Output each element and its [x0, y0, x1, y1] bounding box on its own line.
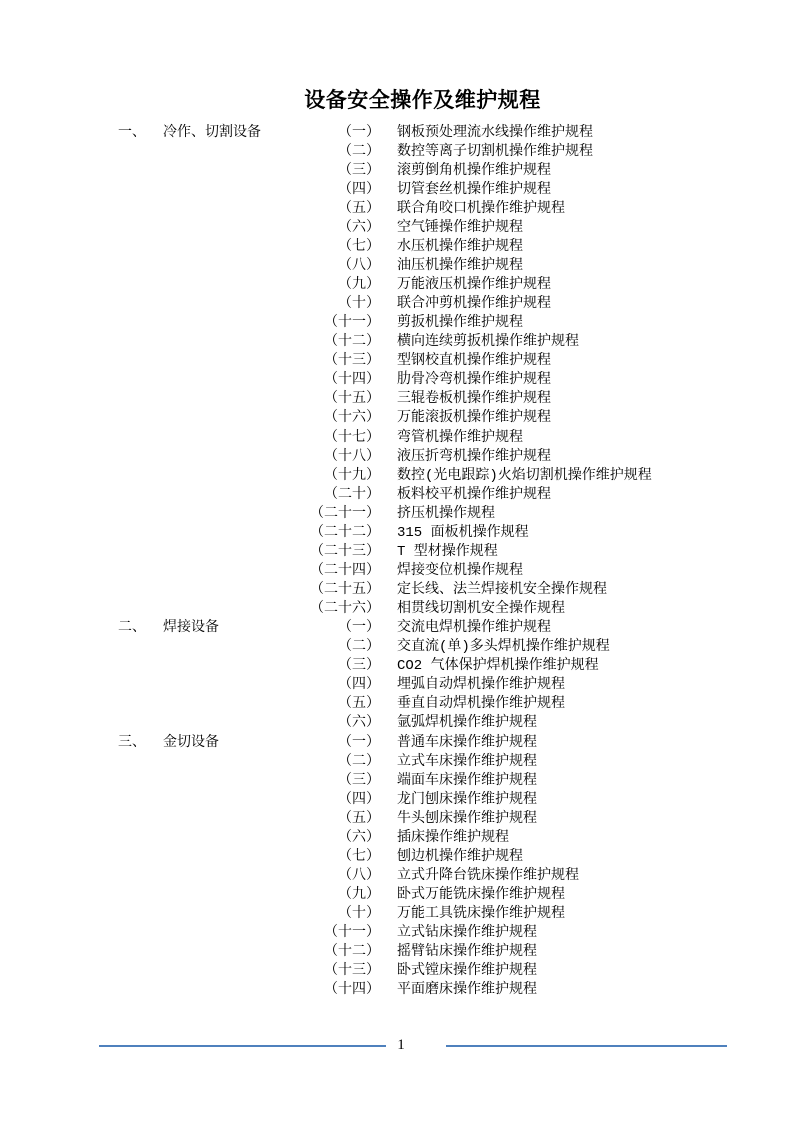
item-title: 垂直自动焊机操作维护规程 [397, 696, 565, 713]
item-title: 联合冲剪机操作维护规程 [397, 296, 551, 313]
item-number: （二） [338, 639, 380, 656]
item-number: （二十二） [310, 524, 380, 541]
item-title: 万能滚扳机操作维护规程 [397, 410, 551, 427]
toc-row [118, 312, 652, 331]
toc-row [118, 464, 652, 483]
toc-row [118, 121, 652, 140]
toc-row [118, 788, 652, 807]
toc-row [118, 254, 652, 273]
toc-row [118, 502, 652, 521]
item-number: （九） [338, 887, 380, 904]
item-number: （十六） [324, 410, 380, 427]
toc-row [118, 445, 652, 464]
toc-row [118, 197, 652, 216]
item-number: （五） [338, 200, 380, 217]
item-number: （三） [338, 772, 380, 789]
toc-row [118, 636, 652, 655]
toc-row [118, 826, 652, 845]
item-title: 肋骨冷弯机操作维护规程 [397, 372, 551, 389]
item-number: （十四） [324, 982, 380, 999]
toc-row [118, 941, 652, 960]
section-number: 三、 [118, 734, 146, 751]
item-title: 定长线、法兰焊接机安全操作规程 [397, 582, 607, 599]
item-number: （四） [338, 181, 380, 198]
toc-row [118, 693, 652, 712]
toc-row [118, 293, 652, 312]
toc-row [118, 979, 652, 998]
item-number: （七） [338, 238, 380, 255]
section-number: 二、 [118, 620, 146, 637]
item-number: （二十五） [310, 582, 380, 599]
item-title: 弯管机操作维护规程 [397, 429, 523, 446]
toc-row [118, 350, 652, 369]
item-number: （一） [338, 734, 380, 751]
item-title: 端面车床操作维护规程 [397, 772, 537, 789]
item-number: （一） [338, 620, 380, 637]
item-number: （十一） [324, 315, 380, 332]
toc-row [118, 845, 652, 864]
item-number: （二） [338, 143, 380, 160]
toc-row [118, 769, 652, 788]
item-number: （二十） [324, 486, 380, 503]
toc-row [118, 426, 652, 445]
toc-row [118, 235, 652, 254]
toc-row [118, 178, 652, 197]
toc-row [118, 655, 652, 674]
item-number: （六） [338, 829, 380, 846]
item-title: 平面磨床操作维护规程 [397, 982, 537, 999]
item-title: 板料校平机操作维护规程 [397, 486, 551, 503]
item-number: （六） [338, 219, 380, 236]
item-number: （十） [338, 296, 380, 313]
item-title: 剪扳机操作维护规程 [397, 315, 523, 332]
item-number: （一） [338, 124, 380, 141]
item-number: （十八） [324, 448, 380, 465]
toc-row [118, 407, 652, 426]
item-title: 埋弧自动焊机操作维护规程 [397, 677, 565, 694]
toc-row [118, 369, 652, 388]
section-name: 焊接设备 [163, 620, 219, 637]
item-title: 插床操作维护规程 [397, 829, 509, 846]
item-number: （十三） [324, 963, 380, 980]
item-title: 龙门刨床操作维护规程 [397, 791, 537, 808]
item-number: （七） [338, 848, 380, 865]
toc-row [118, 617, 652, 636]
item-title: T 型材操作规程 [397, 543, 498, 560]
item-number: （十四） [324, 372, 380, 389]
toc-row [118, 712, 652, 731]
page-title: 设备安全操作及维护规程 [304, 88, 541, 112]
section-name: 金切设备 [163, 734, 219, 751]
toc-row [118, 903, 652, 922]
item-title: 切管套丝机操作维护规程 [397, 181, 551, 198]
item-title: 交流电焊机操作维护规程 [397, 620, 551, 637]
toc-row [118, 922, 652, 941]
item-title: CO2 气体保护焊机操作维护规程 [397, 658, 599, 675]
item-title: 交直流(单)多头焊机操作维护规程 [397, 639, 610, 656]
item-number: （二十三） [310, 543, 380, 560]
toc-row [118, 807, 652, 826]
item-number: （三） [338, 162, 380, 179]
item-number: （四） [338, 791, 380, 808]
item-title: 数控(光电跟踪)火焰切割机操作维护规程 [397, 467, 652, 484]
toc-row [118, 559, 652, 578]
item-number: （二十四） [310, 562, 380, 579]
section-number: 一、 [118, 124, 146, 141]
item-number: （八） [338, 867, 380, 884]
toc-row [118, 750, 652, 769]
item-number: （十九） [324, 467, 380, 484]
section-name: 冷作、切割设备 [163, 124, 261, 141]
item-title: 挤压机操作规程 [397, 505, 495, 522]
toc-row [118, 674, 652, 693]
item-number: （五） [338, 810, 380, 827]
item-title: 摇臂钻床操作维护规程 [397, 944, 537, 961]
item-number: （二） [338, 753, 380, 770]
toc-row [118, 483, 652, 502]
item-title: 横向连续剪扳机操作维护规程 [397, 334, 579, 351]
toc-row [118, 331, 652, 350]
item-number: （八） [338, 257, 380, 274]
item-number: （五） [338, 696, 380, 713]
item-title: 315 面板机操作规程 [397, 524, 529, 541]
toc-row [118, 731, 652, 750]
item-title: 普通车床操作维护规程 [397, 734, 537, 751]
item-title: 牛头刨床操作维护规程 [397, 810, 537, 827]
toc-row [118, 274, 652, 293]
page-number: 1 [397, 1037, 405, 1053]
toc-list [118, 121, 652, 998]
toc-row [118, 598, 652, 617]
item-title: 液压折弯机操作维护规程 [397, 448, 551, 465]
item-title: 立式升降台铣床操作维护规程 [397, 867, 579, 884]
item-number: （二十六） [310, 601, 380, 618]
item-number: （三） [338, 658, 380, 675]
item-title: 水压机操作维护规程 [397, 238, 523, 255]
item-title: 焊接变位机操作规程 [397, 562, 523, 579]
item-title: 三辊卷板机操作维护规程 [397, 391, 551, 408]
toc-row [118, 960, 652, 979]
item-title: 立式钻床操作维护规程 [397, 925, 537, 942]
item-title: 联合角咬口机操作维护规程 [397, 200, 565, 217]
item-title: 卧式万能铣床操作维护规程 [397, 887, 565, 904]
item-title: 钢板预处理流水线操作维护规程 [397, 124, 593, 141]
toc-row [118, 540, 652, 559]
item-title: 油压机操作维护规程 [397, 257, 523, 274]
item-number: （十） [338, 906, 380, 923]
item-title: 卧式镗床操作维护规程 [397, 963, 537, 980]
item-title: 刨边机操作维护规程 [397, 848, 523, 865]
item-number: （十二） [324, 334, 380, 351]
item-title: 数控等离子切割机操作维护规程 [397, 143, 593, 160]
toc-row [118, 521, 652, 540]
item-number: （十一） [324, 925, 380, 942]
item-title: 万能液压机操作维护规程 [397, 277, 551, 294]
item-title: 立式车床操作维护规程 [397, 753, 537, 770]
toc-row [118, 159, 652, 178]
item-number: （四） [338, 677, 380, 694]
item-title: 相贯线切割机安全操作规程 [397, 601, 565, 618]
item-title: 滚剪倒角机操作维护规程 [397, 162, 551, 179]
item-number: （二十一） [310, 505, 380, 522]
footer-rule-left [99, 1045, 386, 1047]
item-title: 型钢校直机操作维护规程 [397, 353, 551, 370]
toc-row [118, 140, 652, 159]
item-number: （十五） [324, 391, 380, 408]
item-number: （十三） [324, 353, 380, 370]
toc-row [118, 884, 652, 903]
toc-row [118, 388, 652, 407]
item-number: （九） [338, 277, 380, 294]
item-title: 氩弧焊机操作维护规程 [397, 715, 537, 732]
footer-rule-right [446, 1045, 727, 1047]
item-number: （十七） [324, 429, 380, 446]
item-title: 万能工具铣床操作维护规程 [397, 906, 565, 923]
item-number: （六） [338, 715, 380, 732]
item-number: （十二） [324, 944, 380, 961]
toc-row [118, 864, 652, 883]
toc-row [118, 216, 652, 235]
item-title: 空气锤操作维护规程 [397, 219, 523, 236]
toc-row [118, 579, 652, 598]
